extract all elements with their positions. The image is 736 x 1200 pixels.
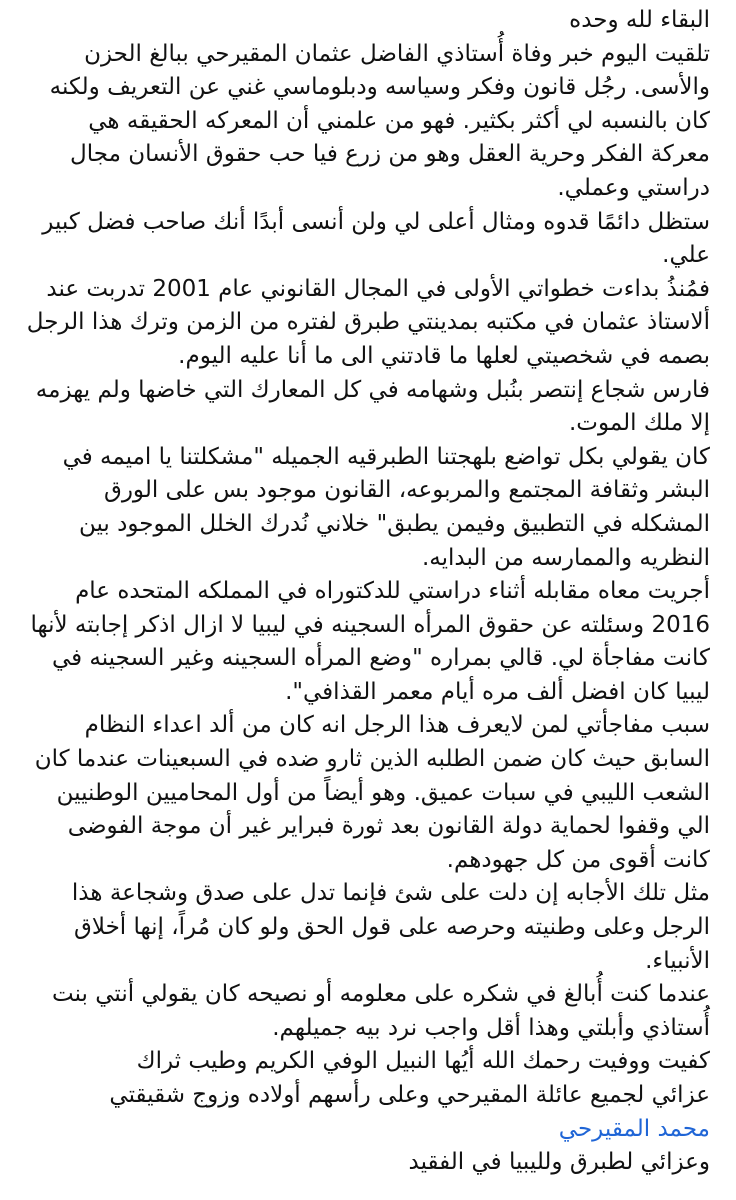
post-paragraph: فارس شجاع إنتصر بنُبل وشهامه في كل المعارك التي خاضها ولم يهزمه إلا ملك الموت. <box>35 376 710 437</box>
mention-paragraph <box>22 1113 710 1147</box>
post-paragraph: سبب مفاجأتي لمن لايعرف هذا الرجل انه كان من ألد اعداء النظام السابق حيث كان ضمن الطلبه الذين ثارو ضده في السبعينات عندما كان الشعب الليبي في سبات عميق. وهو أيضاً من أول المحاميين الوطنيين الي وقفوا لحماية دولة القانون بعد ثورة فبراير غير أن موجة الفوضى كانت أقوى من كل جهودهم. <box>34 712 710 873</box>
post-paragraph: مثل تلك الأجابه إن دلت على شئ فإنما تدل على صدق وشجاعة هذا الرجل وعلى وطنيته وحرصه على قول الحق ولو كان مُراً، إنها أخلاق الأنبياء. <box>71 880 710 974</box>
user-mention-link[interactable]: محمد المقيرحي <box>558 1115 710 1142</box>
post-paragraph: تلقيت اليوم خبر وفاة أُستاذي الفاضل عثمان المقيرحي ببالغ الحزن والأسى. رجُل قانون وفكر وسياسه ودبلوماسي غني عن التعريف ولكنه كان بالنسبه لي أكثر بكثير. فهو من علمني أن المعركه الحقيقه هي معركة الفكر وحرية العقل وهو من زرع فيا حب حقوق الأنسان مجال دراستي وعملي. <box>49 40 710 201</box>
post-paragraph: البقاء لله وحده <box>569 7 710 33</box>
post-paragraph: أجريت معاه مقابله أثناء دراستي للدكتوراه في المملكه المتحده عام 2016 وسئلته عن حقوق المرأه السجينه في ليبيا لا ازال اذكر إجابته لأنها كانت مفاجأة لي. قالي بمراره "وضع المرأه السجينه وغير السجينه في ليبيا كان افضل ألف مره أيام معمر القذافي". <box>30 578 710 705</box>
post-body <box>22 4 710 1180</box>
post-paragraph: عندما كنت أُبالغ في شكره على معلومه أو نصيحه كان يقولي أنتي بنت أُستاذي وأبلتي وهذا أقل واجب نرد بيه جميلهم. <box>51 981 710 1041</box>
post-paragraph: كان يقولي بكل تواضع بلهجتنا الطبرقيه الجميله "مشكلتنا يا اميمه في البشر وثقافة المجتمع والمربوعه، القانون موجود بس على الورق المشكله في التطبيق وفيمن يطبق" خلاني نُدرك الخلل الموجود بين النظريه والممارسه من البدايه. <box>62 443 710 571</box>
post-paragraph: كفيت ووفيت رحمك الله أيُها النبيل الوفي الكريم وطيب ثراك <box>136 1048 710 1075</box>
post-paragraph: عزائي لجميع عائلة المقيرحي وعلى رأسهم أولاده وزوج شقيقتي <box>109 1082 710 1108</box>
closing-line: وعزائي لطبرق ولليبيا في الفقيد <box>408 1149 710 1176</box>
post-paragraph: ستظل دائمًا قدوه ومثال أعلى لي ولن أنسى أبدًا أنك صاحب فضل كبير علي. <box>42 208 710 269</box>
post-paragraph: فمُنذُ بداءت خطواتي الأولى في المجال القانوني عام 2001 تدربت عند ألاستاذ عثمان في مكتبه بمدينتي طبرق لفتره من الزمن وترك هذا الرجل بصمه في شخصيتي لعلها ما قادتني الى ما أنا عليه اليوم. <box>26 275 710 369</box>
